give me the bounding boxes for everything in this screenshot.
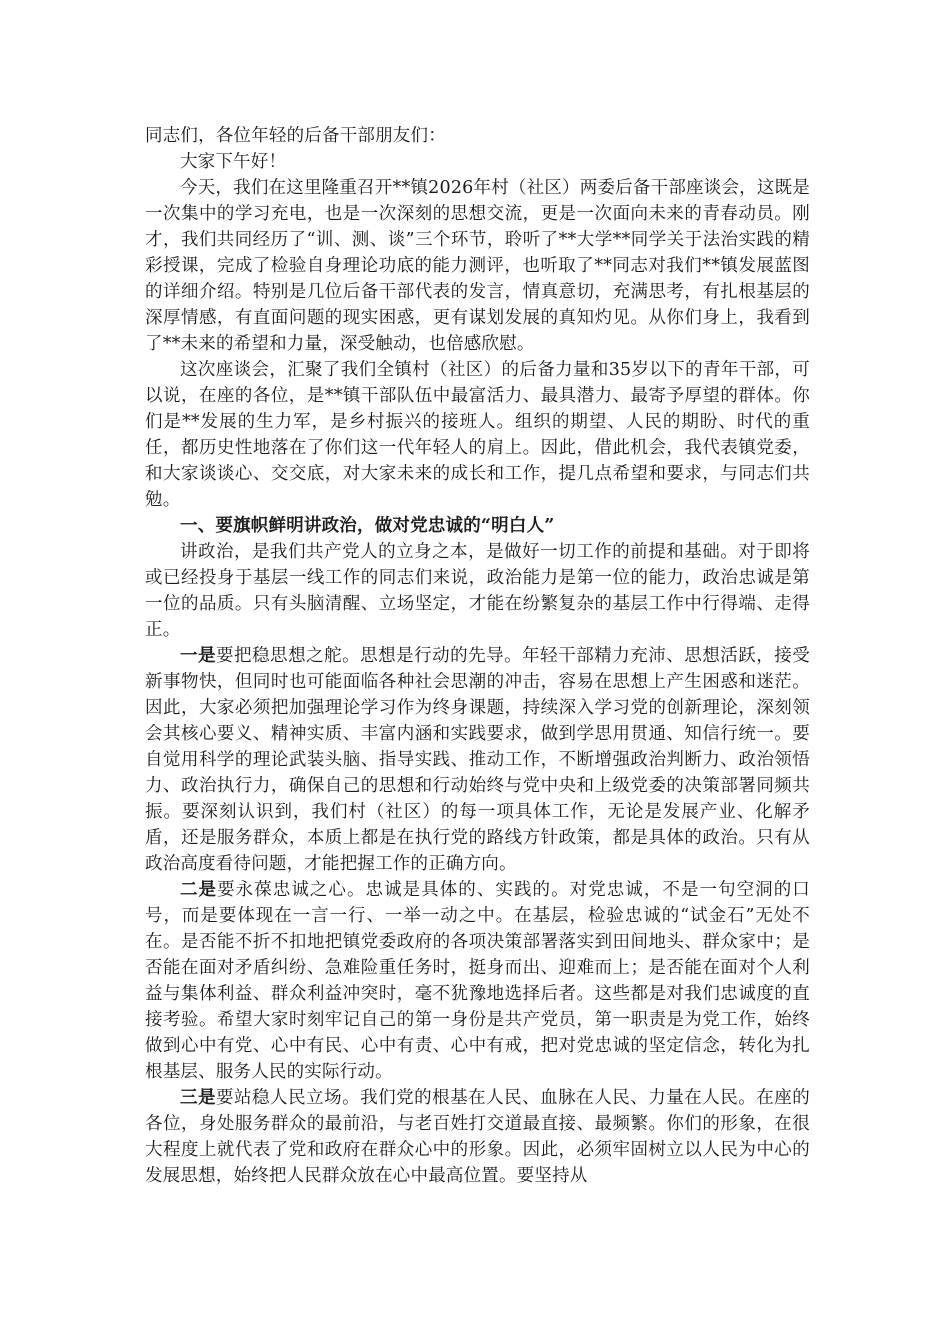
salutation: 同志们，各位年轻的后备干部朋友们：: [145, 126, 446, 146]
point-2: [145, 877, 810, 1085]
greeting: 大家下午好！: [180, 152, 287, 172]
point-lead: 二是: [180, 880, 218, 900]
point-text: 要永葆忠诚之心。忠诚是具体的、实践的。对党忠诚，不是一句空洞的口号，而是要体现在一言一行、一举一动之中。在基层，检验忠诚的“试金石”无处不在。是否能不折不扣地把镇党委政府的各项决策部署落实到田间地头、群众家中；是否能在面对矛盾纠纷、急难险重任务时，挺身而出、迎难而上；是否能在面对个人利益与集体利益、群众利益冲突时，毫不犹豫地选择后者。这些都是对我们忠诚度的直接考验。希望大家时刻牢记自己的第一身份是共产党员，第一职责是为党工作，始终做到心中有党、心中有民、心中有责、心中有戒，把对党忠诚的坚定信念，转化为扎根基层、服务人民的实际行动。: [145, 880, 810, 1082]
point-text: 要把稳思想之舵。思想是行动的先导。年轻干部精力充沛、思想活跃，接受新事物快，但同时也可能面临各种社会思潮的冲击，容易在思想上产生困惑和迷茫。因此，大家必须把加强理论学习作为终身课题，持续深入学习党的创新理论，深刻领会其核心要义、精神实质、丰富内涵和实践要求，做到学思用贯通、知信行统一。要自觉用科学的理论武装头脑、指导实践、推动工作，不断增强政治判断力、政治领悟力、政治执行力，确保自己的思想和行动始终与党中央和上级党委的决策部署同频共振。要深刻认识到，我们村（社区）的每一项具体工作，无论是发展产业、化解矛盾，还是服务群众，本质上都是在执行党的路线方针政策，都是具体的政治。只有从政治高度看待问题，才能把握工作的正确方向。: [145, 646, 810, 874]
section-intro: 讲政治，是我们共产党人的立身之本，是做好一切工作的前提和基础。对于即将或已经投身于基层一线工作的同志们来说，政治能力是第一位的能力，政治忠诚是第一位的品质。只有头脑清醒、立场坚定，才能在纷繁复杂的基层工作中行得端、走得正。: [145, 542, 810, 640]
section-heading-1: 一、要旗帜鲜明讲政治，做对党忠诚的“明白人”: [180, 516, 555, 536]
point-3: [145, 1085, 810, 1189]
point-text: 要站稳人民立场。我们党的根基在人民、血脉在人民、力量在人民。在座的各位，身处服务群众的最前沿，与老百姓打交道最直接、最频繁。你们的形象，在很大程度上就代表了党和政府在群众心中的形象。因此，必须牢固树立以人民为中心的发展思想，始终把人民群众放在心中最高位置。要坚持从: [145, 1088, 810, 1186]
document-body: [145, 123, 810, 1189]
point-lead: 三是: [180, 1088, 217, 1108]
paragraph-audience: 这次座谈会，汇聚了我们全镇村（社区）的后备力量和35岁以下的青年干部，可以说，在座的各位，是**镇干部队伍中最富活力、最具潜力、最寄予厚望的群体。你们是**发展的生力军，是乡村振兴的接班人。组织的期望、人民的期盼、时代的重任，都历史性地落在了你们这一代年轻人的肩上。因此，借此机会，我代表镇党委，和大家谈谈心、交交底，对大家未来的成长和工作，提几点希望和要求，与同志们共勉。: [145, 360, 810, 510]
point-1: [145, 643, 810, 877]
point-lead: 一是: [180, 646, 217, 666]
paragraph-opening: 今天，我们在这里隆重召开**镇2026年村（社区）两委后备干部座谈会，这既是一次集中的学习充电，也是一次深刻的思想交流，更是一次面向未来的青春动员。刚才，我们共同经历了“训、测、谈”三个环节，聆听了**大学**同学关于法治实践的精彩授课，完成了检验自身理论功底的能力测评，也听取了**同志对我们**镇发展蓝图的详细介绍。特别是几位后备干部代表的发言，情真意切，充满思考，有扎根基层的深厚情感，有直面问题的现实困惑，更有谋划发展的真知灼见。从你们身上，我看到了**未来的希望和力量，深受触动，也倍感欣慰。: [145, 178, 810, 354]
